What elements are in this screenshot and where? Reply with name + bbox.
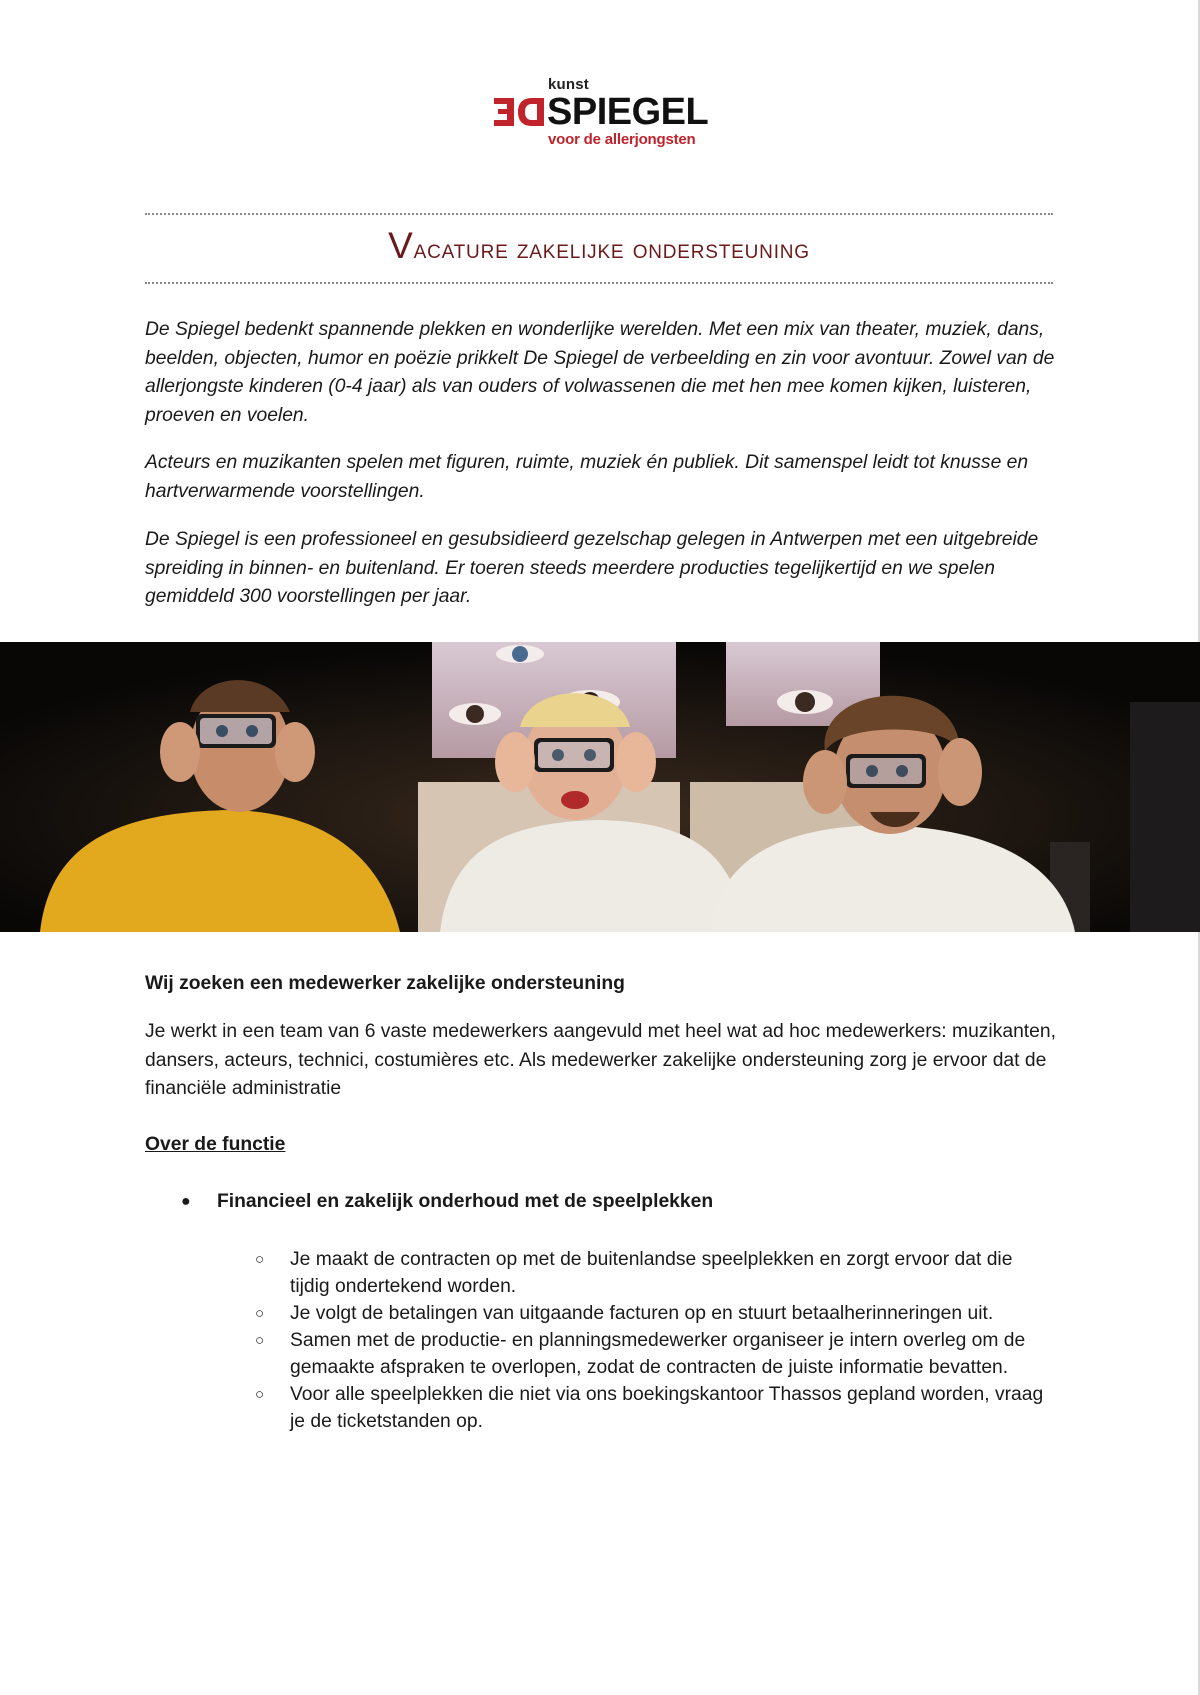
title-rest: acature zakelijke ondersteuning — [413, 234, 810, 264]
title-rule-top — [145, 213, 1053, 215]
logo-tagline: voor de allerjongsten — [548, 131, 696, 148]
list-item-text: Voor alle speelplekken die niet via ons boekingskantoor Thassos gepland worden, vraag je de ticketstanden op. — [290, 1384, 1044, 1432]
performers-photo — [0, 642, 1200, 932]
functie-bullet — [145, 1188, 1065, 1218]
intro-paragraph-2: Acteurs en muzikanten spelen met figuren, ruimte, muziek én publiek. Dit samenspel leidt tot knusse en hartverwarmende voorstellingen. — [145, 452, 1029, 502]
logo-spiegel-text: SPIEGEL — [547, 91, 709, 133]
section-body: Je werkt in een team van 6 vaste medewerkers aangevuld met heel wat ad hoc medewerkers: muzikanten, dansers, acteurs, technici, costumières etc. Als medewerker zakelijke ondersteuning zorg je ervoor dat de financiële administratie — [145, 1021, 1056, 1099]
logo — [490, 76, 715, 152]
circle-bullet-icon: ○ — [255, 1305, 265, 1322]
bullet-dot-icon: ● — [181, 1193, 191, 1210]
list-item-text: Je maakt de contracten op met de buitenlandse speelplekken en zorgt ervoor dat die tijdig ondertekend worden. — [290, 1249, 1013, 1297]
list-item-text: Samen met de productie- en planningsmedewerker organiseer je intern overleg om de gemaakte afspraken te overlopen, zodat de contracten de juiste informatie bevatten. — [290, 1330, 1026, 1378]
circle-bullet-icon: ○ — [255, 1251, 265, 1268]
list-item — [145, 1327, 1055, 1381]
functie-bullet-text: Financieel en zakelijk onderhoud met de speelplekken — [217, 1191, 714, 1212]
page-title — [145, 222, 1053, 273]
title-rule-bottom — [145, 282, 1053, 284]
list-item-text: Je volgt de betalingen van uitgaande facturen op en stuurt betaalherinneringen uit. — [290, 1303, 994, 1324]
list-item — [145, 1246, 1055, 1300]
logo-kunst-text: kunst — [548, 76, 590, 93]
functie-heading: Over de functie — [145, 1134, 286, 1155]
intro-paragraph-3: De Spiegel is een professioneel en gesubsidieerd gezelschap gelegen in Antwerpen met een uitgebreide spreiding in binnen- en buitenland. Er toeren steeds meerdere producties tegelijkertijd en we spelen gemiddeld 300 voorstellingen per jaar. — [145, 529, 1039, 607]
circle-bullet-icon: ○ — [255, 1386, 265, 1403]
list-item — [145, 1381, 1055, 1435]
title-first-letter: V — [388, 225, 414, 266]
circle-bullet-icon: ○ — [255, 1332, 265, 1349]
functie-sub-list — [145, 1246, 1065, 1435]
list-item — [145, 1300, 1055, 1327]
logo-de-mirrored-icon — [490, 92, 548, 132]
section-heading: Wij zoeken een medewerker zakelijke ondersteuning — [145, 973, 625, 994]
intro-paragraph-1: De Spiegel bedenkt spannende plekken en wonderlijke werelden. Met een mix van theater, muziek, dans, beelden, objecten, humor en poëzie prikkelt De Spiegel de verbeelding en zin voor avontuur. Zowel van de allerjongste kinderen (0-4 jaar) als van ouders of volwassenen die met hen mee komen kijken, luisteren, proeven en voelen. — [145, 319, 1055, 426]
